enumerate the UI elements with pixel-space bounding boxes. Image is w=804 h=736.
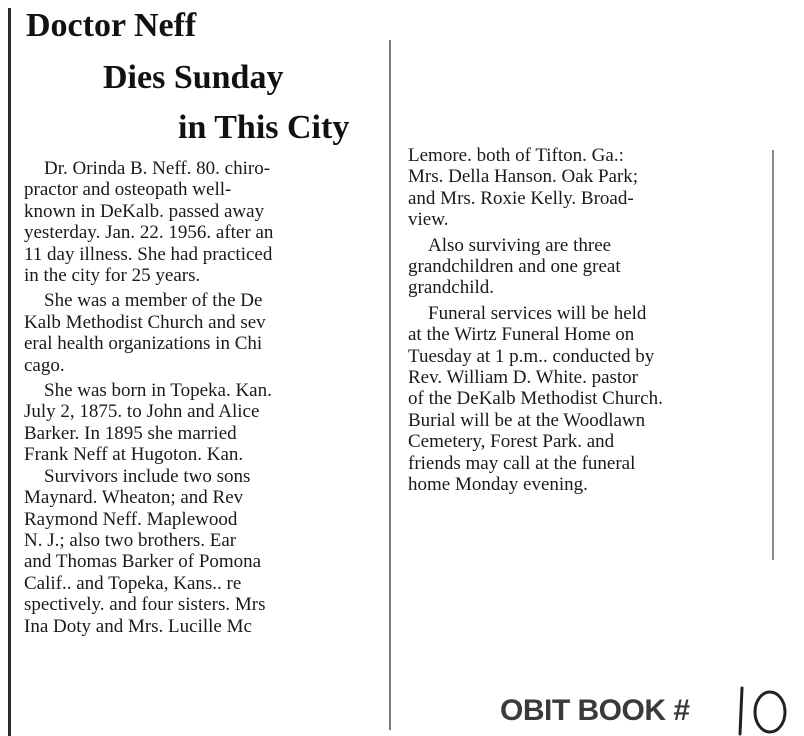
text-line: Frank Neff at Hugoton. Kan.	[24, 444, 244, 466]
text-line: Lemore. both of Tifton. Ga.:	[408, 145, 624, 166]
text-line: spectively. and four sisters. Mrs	[24, 594, 266, 616]
text-line: and Thomas Barker of Pomona	[24, 551, 262, 573]
text-line: July 2, 1875. to John and Alice	[24, 401, 260, 423]
text-line: in the city for 25 years.	[24, 265, 201, 287]
obit-book-stamp: OBIT BOOK #	[500, 694, 690, 727]
text-line: Kalb Methodist Church and sev	[24, 311, 266, 333]
text-line: home Monday evening.	[408, 474, 588, 496]
headline-line-3: in This City	[178, 109, 350, 146]
text-line: grandchild.	[408, 277, 495, 299]
text-line: practor and osteopath well-	[24, 179, 232, 201]
article-column-2	[408, 145, 770, 496]
text-line: yesterday. Jan. 22. 1956. after an	[24, 222, 274, 244]
text-line: Calif.. and Topeka, Kans.. re	[24, 572, 242, 594]
text-line: friends may call at the funeral	[408, 452, 636, 474]
text-line: eral health organizations in Chi	[24, 333, 263, 355]
text-line: known in DeKalb. passed away	[24, 200, 265, 222]
article-column-1	[24, 158, 384, 637]
text-line: She was a member of the De	[44, 290, 263, 312]
text-line: N. J.; also two brothers. Ear	[24, 529, 237, 551]
text-line: Rev. William D. White. pastor	[408, 367, 639, 389]
text-line: Also surviving are three	[428, 234, 612, 256]
text-line: 11 day illness. She had practiced	[24, 243, 273, 265]
headline-line-1: Doctor Neff	[26, 7, 197, 44]
text-line: view.	[408, 209, 449, 231]
text-line: Dr. Orinda B. Neff. 80. chiro-	[44, 158, 271, 179]
text-line: Funeral services will be held	[428, 302, 647, 324]
text-line: Maynard. Wheaton; and Rev	[24, 487, 244, 509]
text-line: of the DeKalb Methodist Church.	[408, 388, 663, 410]
text-line: cago.	[24, 354, 65, 376]
text-line: Raymond Neff. Maplewood	[24, 508, 238, 530]
text-line: Burial will be at the Woodlawn	[408, 409, 646, 431]
text-line: grandchildren and one great	[408, 256, 621, 278]
text-line: Mrs. Della Hanson. Oak Park;	[408, 166, 639, 188]
text-line: at the Wirtz Funeral Home on	[408, 324, 635, 346]
text-line: and Mrs. Roxie Kelly. Broad-	[408, 187, 634, 209]
column-rule-left	[8, 8, 11, 736]
handwritten-number	[728, 682, 798, 736]
text-line: Cemetery, Forest Park. and	[408, 431, 615, 453]
text-line: Ina Doty and Mrs. Lucille Mc	[24, 615, 252, 637]
headline-line-2: Dies Sunday	[103, 59, 284, 96]
text-line: Survivors include two sons	[44, 465, 251, 487]
column-rule-middle	[389, 40, 391, 730]
column-rule-right	[772, 150, 774, 560]
text-line: She was born in Topeka. Kan.	[44, 380, 272, 402]
text-line: Barker. In 1895 she married	[24, 422, 237, 444]
text-line: Tuesday at 1 p.m.. conducted by	[408, 345, 655, 367]
